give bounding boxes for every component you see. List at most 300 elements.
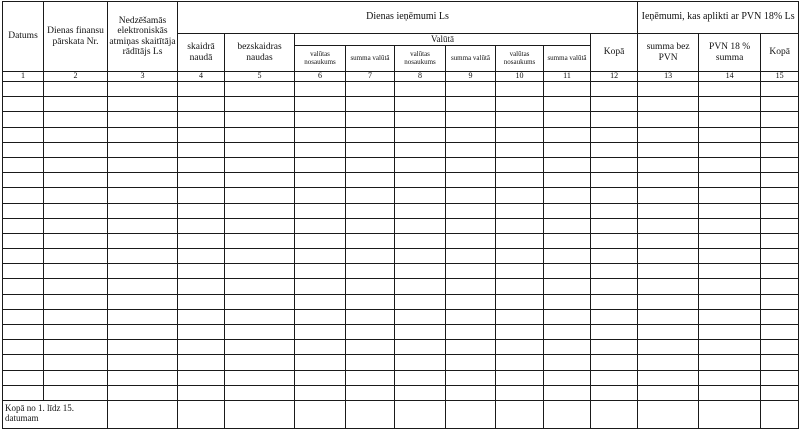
total-cell [295, 400, 346, 428]
table-cell [178, 142, 225, 157]
table-cell [699, 203, 761, 218]
header-vat-income: Ieņēmumi, kas aplikti ar PVN 18% Ls [638, 2, 799, 34]
column-number: 14 [699, 72, 761, 82]
table-cell [591, 385, 638, 400]
table-cell [295, 370, 346, 385]
table-cell [761, 249, 799, 264]
table-cell [44, 294, 108, 309]
table-cell [108, 82, 178, 97]
table-cell [591, 142, 638, 157]
table-cell [346, 127, 395, 142]
table-cell [591, 173, 638, 188]
table-cell [295, 82, 346, 97]
table-cell [496, 188, 544, 203]
table-cell [638, 218, 699, 233]
table-cell [395, 127, 446, 142]
table-cell [544, 264, 591, 279]
table-row [3, 127, 799, 142]
table-cell [225, 233, 295, 248]
table-cell [638, 188, 699, 203]
table-row [3, 233, 799, 248]
table-cell [3, 203, 44, 218]
table-cell [699, 370, 761, 385]
table-cell [108, 340, 178, 355]
table-cell [761, 157, 799, 172]
ledger-body [3, 82, 799, 401]
table-cell [346, 97, 395, 112]
column-number: 15 [761, 72, 799, 82]
table-cell [346, 309, 395, 324]
table-cell [346, 233, 395, 248]
table-cell [591, 355, 638, 370]
table-cell [446, 127, 496, 142]
column-number: 12 [591, 72, 638, 82]
table-cell [395, 188, 446, 203]
table-cell [591, 325, 638, 340]
table-cell [591, 203, 638, 218]
table-cell [496, 294, 544, 309]
table-cell [44, 264, 108, 279]
table-cell [638, 97, 699, 112]
table-cell [395, 249, 446, 264]
table-cell [638, 203, 699, 218]
table-cell [761, 325, 799, 340]
table-cell [108, 385, 178, 400]
header-daily-income: Dienas ieņēmumi Ls [178, 2, 638, 34]
table-cell [638, 294, 699, 309]
total-cell [225, 400, 295, 428]
table-cell [225, 127, 295, 142]
table-cell [225, 97, 295, 112]
table-cell [346, 279, 395, 294]
table-cell [638, 264, 699, 279]
table-cell [395, 340, 446, 355]
table-cell [496, 355, 544, 370]
table-cell [446, 294, 496, 309]
table-cell [225, 264, 295, 279]
table-cell [295, 385, 346, 400]
table-cell [591, 233, 638, 248]
table-cell [544, 112, 591, 127]
table-cell [496, 127, 544, 142]
table-cell [178, 325, 225, 340]
table-cell [699, 127, 761, 142]
table-cell [544, 249, 591, 264]
table-cell [638, 355, 699, 370]
table-cell [346, 370, 395, 385]
table-row [3, 157, 799, 172]
table-cell [178, 203, 225, 218]
table-cell [295, 173, 346, 188]
table-cell [544, 203, 591, 218]
table-cell [225, 82, 295, 97]
table-cell [496, 340, 544, 355]
table-cell [699, 325, 761, 340]
table-cell [638, 157, 699, 172]
table-cell [295, 340, 346, 355]
header-noncash: bezskaidras naudas [225, 34, 295, 72]
table-row [3, 309, 799, 324]
table-cell [446, 82, 496, 97]
table-cell [761, 203, 799, 218]
table-cell [496, 142, 544, 157]
table-cell [496, 385, 544, 400]
table-row [3, 249, 799, 264]
table-cell [395, 279, 446, 294]
table-cell [544, 309, 591, 324]
table-cell [591, 370, 638, 385]
table-cell [108, 97, 178, 112]
table-cell [544, 97, 591, 112]
table-cell [295, 218, 346, 233]
table-cell [699, 233, 761, 248]
table-cell [346, 294, 395, 309]
table-cell [44, 355, 108, 370]
table-cell [3, 157, 44, 172]
table-cell [3, 249, 44, 264]
table-cell [178, 309, 225, 324]
header-currency-name: valūtas nosaukums [295, 46, 346, 72]
table-cell [225, 173, 295, 188]
table-cell [295, 325, 346, 340]
total-cell [108, 400, 178, 428]
table-cell [761, 173, 799, 188]
table-cell [496, 279, 544, 294]
table-cell [346, 157, 395, 172]
table-cell [225, 309, 295, 324]
table-cell [108, 112, 178, 127]
header-currency: Valūtā [295, 34, 591, 46]
table-cell [591, 309, 638, 324]
table-cell [3, 218, 44, 233]
column-number: 6 [295, 72, 346, 82]
table-cell [544, 370, 591, 385]
table-cell [446, 97, 496, 112]
table-cell [496, 157, 544, 172]
table-cell [108, 279, 178, 294]
table-cell [446, 370, 496, 385]
total-cell [699, 400, 761, 428]
table-cell [591, 82, 638, 97]
table-cell [44, 97, 108, 112]
table-cell [178, 157, 225, 172]
table-cell [761, 385, 799, 400]
table-cell [44, 385, 108, 400]
table-cell [446, 340, 496, 355]
table-cell [3, 173, 44, 188]
table-cell [544, 294, 591, 309]
table-cell [178, 233, 225, 248]
table-cell [3, 355, 44, 370]
table-cell [44, 173, 108, 188]
table-cell [446, 325, 496, 340]
table-row [3, 294, 799, 309]
table-cell [178, 249, 225, 264]
table-cell [591, 97, 638, 112]
table-cell [44, 233, 108, 248]
table-cell [395, 157, 446, 172]
table-cell [544, 233, 591, 248]
table-cell [395, 385, 446, 400]
total-cell [395, 400, 446, 428]
table-cell [3, 233, 44, 248]
table-cell [295, 157, 346, 172]
table-cell [295, 264, 346, 279]
table-row [3, 188, 799, 203]
table-cell [295, 294, 346, 309]
table-cell [395, 97, 446, 112]
table-cell [699, 188, 761, 203]
table-cell [295, 203, 346, 218]
table-cell [108, 127, 178, 142]
table-cell [225, 112, 295, 127]
table-cell [3, 97, 44, 112]
table-cell [44, 82, 108, 97]
column-number: 5 [225, 72, 295, 82]
table-cell [699, 355, 761, 370]
table-cell [544, 279, 591, 294]
table-cell [544, 142, 591, 157]
table-cell [496, 264, 544, 279]
table-cell [496, 173, 544, 188]
header-total-vat: Kopā [761, 34, 799, 72]
table-cell [591, 112, 638, 127]
table-cell [638, 233, 699, 248]
daily-income-register-table [2, 1, 799, 429]
table-cell [225, 325, 295, 340]
table-cell [761, 82, 799, 97]
table-cell [346, 325, 395, 340]
table-row [3, 142, 799, 157]
table-cell [3, 294, 44, 309]
table-cell [295, 249, 346, 264]
total-label: Kopā no 1. līdz 15. datumam [3, 400, 108, 428]
column-number: 3 [108, 72, 178, 82]
column-number-row [3, 72, 799, 82]
table-cell [178, 355, 225, 370]
table-cell [225, 157, 295, 172]
table-cell [3, 188, 44, 203]
table-cell [699, 279, 761, 294]
table-cell [44, 112, 108, 127]
table-cell [638, 309, 699, 324]
table-cell [44, 142, 108, 157]
table-cell [178, 218, 225, 233]
table-cell [544, 127, 591, 142]
table-cell [699, 142, 761, 157]
table-cell [44, 340, 108, 355]
table-cell [395, 355, 446, 370]
table-cell [44, 279, 108, 294]
table-cell [395, 294, 446, 309]
table-cell [638, 249, 699, 264]
table-cell [3, 279, 44, 294]
table-cell [225, 340, 295, 355]
table-cell [699, 112, 761, 127]
table-cell [3, 370, 44, 385]
total-cell [446, 400, 496, 428]
header-counter-reading: Nedzēšamās elektroniskās atmiņas skaitītāja rādītājs Ls [108, 2, 178, 72]
table-cell [446, 218, 496, 233]
total-row [3, 400, 799, 428]
table-cell [346, 203, 395, 218]
total-cell [178, 400, 225, 428]
table-cell [638, 385, 699, 400]
table-cell [178, 279, 225, 294]
table-cell [761, 264, 799, 279]
table-cell [178, 340, 225, 355]
table-cell [496, 325, 544, 340]
table-cell [44, 188, 108, 203]
table-cell [346, 355, 395, 370]
table-cell [761, 188, 799, 203]
table-cell [395, 309, 446, 324]
total-cell [591, 400, 638, 428]
table-cell [108, 294, 178, 309]
table-cell [178, 112, 225, 127]
total-cell [638, 400, 699, 428]
table-row [3, 203, 799, 218]
table-cell [761, 309, 799, 324]
table-cell [108, 264, 178, 279]
table-cell [446, 355, 496, 370]
table-cell [178, 294, 225, 309]
table-cell [638, 82, 699, 97]
table-cell [591, 264, 638, 279]
table-cell [3, 82, 44, 97]
table-cell [295, 188, 346, 203]
table-cell [638, 127, 699, 142]
table-cell [44, 370, 108, 385]
table-cell [761, 112, 799, 127]
header-currency-sum: summa valūtā [544, 46, 591, 72]
table-row [3, 279, 799, 294]
table-cell [108, 188, 178, 203]
table-cell [108, 173, 178, 188]
column-number: 8 [395, 72, 446, 82]
table-cell [346, 112, 395, 127]
table-cell [761, 294, 799, 309]
table-cell [395, 233, 446, 248]
table-cell [761, 97, 799, 112]
table-cell [225, 218, 295, 233]
table-cell [3, 264, 44, 279]
table-cell [178, 127, 225, 142]
header-date: Datums [3, 2, 44, 72]
table-cell [591, 218, 638, 233]
table-cell [544, 188, 591, 203]
table-cell [395, 325, 446, 340]
table-cell [346, 188, 395, 203]
column-number: 7 [346, 72, 395, 82]
table-cell [3, 385, 44, 400]
table-cell [591, 294, 638, 309]
header-currency-sum: summa valūtā [446, 46, 496, 72]
table-row [3, 97, 799, 112]
table-cell [44, 203, 108, 218]
table-cell [295, 112, 346, 127]
table-cell [3, 127, 44, 142]
table-cell [395, 370, 446, 385]
table-cell [699, 249, 761, 264]
table-cell [761, 355, 799, 370]
table-row [3, 173, 799, 188]
table-cell [395, 82, 446, 97]
table-cell [446, 112, 496, 127]
table-row [3, 112, 799, 127]
table-cell [346, 82, 395, 97]
table-cell [591, 340, 638, 355]
table-cell [395, 112, 446, 127]
total-cell [761, 400, 799, 428]
table-cell [761, 127, 799, 142]
column-number: 9 [446, 72, 496, 82]
table-cell [496, 203, 544, 218]
table-cell [178, 264, 225, 279]
table-cell [496, 249, 544, 264]
table-row [3, 340, 799, 355]
table-cell [346, 173, 395, 188]
table-cell [44, 325, 108, 340]
table-cell [44, 249, 108, 264]
table-cell [395, 173, 446, 188]
table-cell [108, 157, 178, 172]
table-cell [346, 385, 395, 400]
table-cell [591, 157, 638, 172]
total-cell [544, 400, 591, 428]
table-cell [108, 233, 178, 248]
table-cell [699, 340, 761, 355]
header-total: Kopā [591, 34, 638, 72]
table-cell [178, 173, 225, 188]
header-currency-sum: summa valūtā [346, 46, 395, 72]
table-cell [295, 355, 346, 370]
table-cell [496, 370, 544, 385]
table-cell [3, 112, 44, 127]
table-cell [638, 279, 699, 294]
column-number: 10 [496, 72, 544, 82]
table-cell [295, 279, 346, 294]
table-cell [346, 142, 395, 157]
table-cell [3, 309, 44, 324]
table-cell [699, 173, 761, 188]
table-row [3, 355, 799, 370]
header-sum-ex-vat: summa bez PVN [638, 34, 699, 72]
header-cash: skaidrā naudā [178, 34, 225, 72]
table-cell [44, 157, 108, 172]
table-cell [446, 157, 496, 172]
table-cell [44, 127, 108, 142]
table-cell [496, 82, 544, 97]
table-cell [446, 249, 496, 264]
table-cell [3, 325, 44, 340]
table-cell [761, 370, 799, 385]
table-cell [638, 173, 699, 188]
table-cell [295, 309, 346, 324]
table-cell [225, 355, 295, 370]
table-cell [699, 309, 761, 324]
table-cell [395, 264, 446, 279]
column-number: 13 [638, 72, 699, 82]
table-cell [346, 218, 395, 233]
table-cell [178, 97, 225, 112]
column-number: 11 [544, 72, 591, 82]
table-cell [108, 218, 178, 233]
column-number: 2 [44, 72, 108, 82]
table-cell [346, 249, 395, 264]
table-cell [178, 385, 225, 400]
table-cell [544, 325, 591, 340]
